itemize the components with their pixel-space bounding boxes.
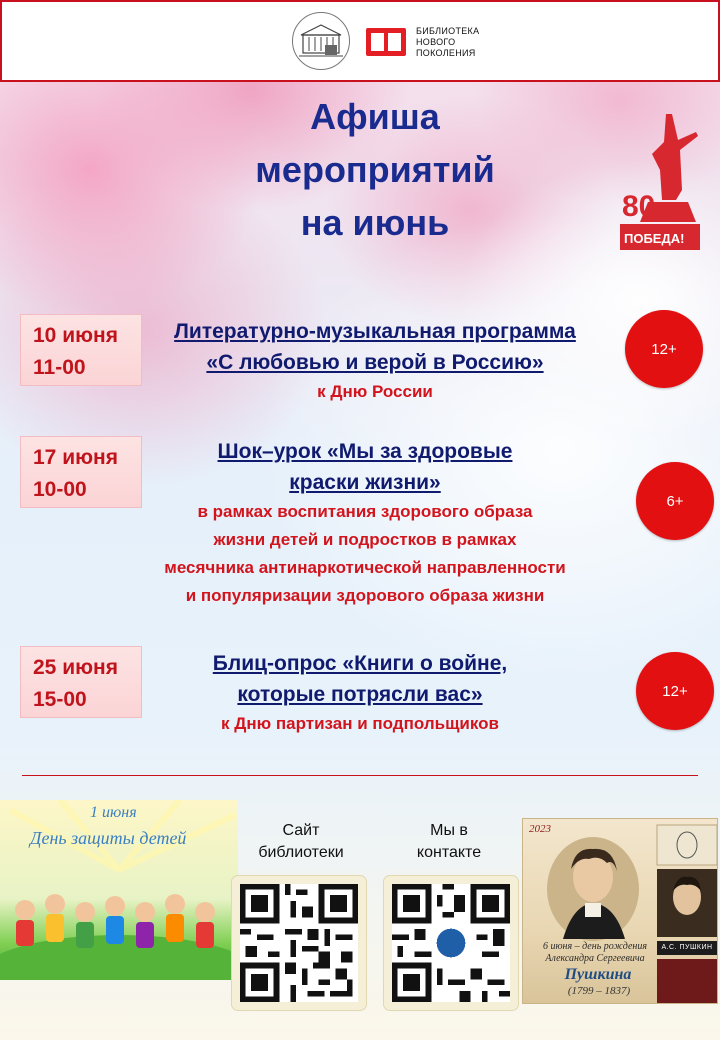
event-subtitle-line: к Дню России — [317, 382, 433, 401]
event-date-box — [20, 314, 142, 386]
qr-code-icon — [240, 884, 358, 1002]
page-title — [200, 90, 550, 249]
qr-vk-caption-line: контакте — [416, 844, 482, 861]
event-subtitle-line: месячника антинаркотической направленности — [164, 558, 566, 577]
age-rating-text: 12+ — [651, 340, 677, 358]
title-line: на июнь — [300, 202, 450, 243]
event-subtitle-line: жизни детей и подростков в рамках — [213, 530, 517, 549]
header-bar — [0, 0, 720, 82]
children-day-name: День защиты детей — [30, 828, 187, 848]
event-description — [140, 648, 580, 738]
event-title-line: Шок–урок «Мы за здоровые — [217, 440, 513, 463]
library-name-line: НОВОГО — [416, 37, 456, 47]
event-title-line: краски жизни» — [289, 471, 441, 494]
event-date: 17 июня — [33, 446, 118, 469]
pushkin-date — [525, 941, 665, 965]
children-day-date: 1 июня — [90, 804, 137, 821]
event-date: 10 июня — [33, 324, 118, 347]
event-time: 15-00 — [33, 688, 87, 711]
library-name-line: ПОКОЛЕНИЯ — [416, 48, 476, 58]
children-day-image — [0, 800, 238, 980]
badge-number: 80 — [622, 190, 656, 223]
badge-word: ПОБЕДА! — [624, 231, 685, 246]
event-time: 11-00 — [33, 356, 86, 379]
qr-site-caption-line: Сайт — [282, 822, 320, 839]
library-name-text — [416, 26, 479, 59]
event-date-box — [20, 646, 142, 718]
age-rating-badge — [636, 652, 714, 730]
age-rating-text: 12+ — [662, 682, 688, 700]
event-subtitle-line: в рамках воспитания здорового образа — [197, 502, 533, 521]
qr-code-vk[interactable] — [384, 876, 518, 1010]
qr-site-caption — [240, 820, 362, 864]
age-rating-badge — [636, 462, 714, 540]
event-date: 25 июня — [33, 656, 118, 679]
qr-site-caption-line: библиотеки — [258, 844, 344, 861]
section-divider — [22, 775, 698, 776]
pushkin-birthday-image — [522, 818, 718, 1004]
title-line: Афиша — [310, 96, 440, 137]
title-line: мероприятий — [255, 149, 495, 190]
qr-vk-caption — [388, 820, 510, 864]
victory-80-badge — [612, 110, 704, 260]
pushkin-date-line: Александра Сергеевича — [545, 953, 645, 964]
pushkin-years: (1799 – 1837) — [567, 985, 631, 997]
library-book-logo-icon — [364, 24, 408, 60]
event-title-line: которые потрясли вас» — [237, 683, 483, 706]
age-rating-text: 6+ — [666, 492, 684, 510]
qr-code-icon — [392, 884, 510, 1002]
event-time: 10-00 — [33, 478, 87, 501]
event-subtitle-line: к Дню партизан и подпольщиков — [221, 714, 499, 733]
museum-logo-icon — [292, 12, 350, 70]
event-subtitle-line: и популяризации здорового образа жизни — [185, 586, 545, 605]
event-description — [140, 316, 610, 406]
qr-code-site[interactable] — [232, 876, 366, 1010]
pushkin-label: А.С. ПУШКИН — [657, 941, 717, 955]
pushkin-date-line: 6 июня – день рождения — [542, 941, 648, 952]
pushkin-corner-year: 2023 — [529, 823, 551, 835]
event-title-line: «С любовью и верой в Россию» — [206, 351, 544, 374]
event-description — [105, 436, 625, 610]
age-rating-badge — [625, 310, 703, 388]
library-name-line: БИБЛИОТЕКА — [416, 26, 480, 36]
pushkin-name: Пушкина — [564, 966, 632, 983]
qr-vk-caption-line: Мы в — [430, 822, 468, 839]
event-title-line: Блиц-опрос «Книги о войне, — [212, 652, 508, 675]
event-title-line: Литературно-музыкальная программа — [174, 320, 576, 343]
